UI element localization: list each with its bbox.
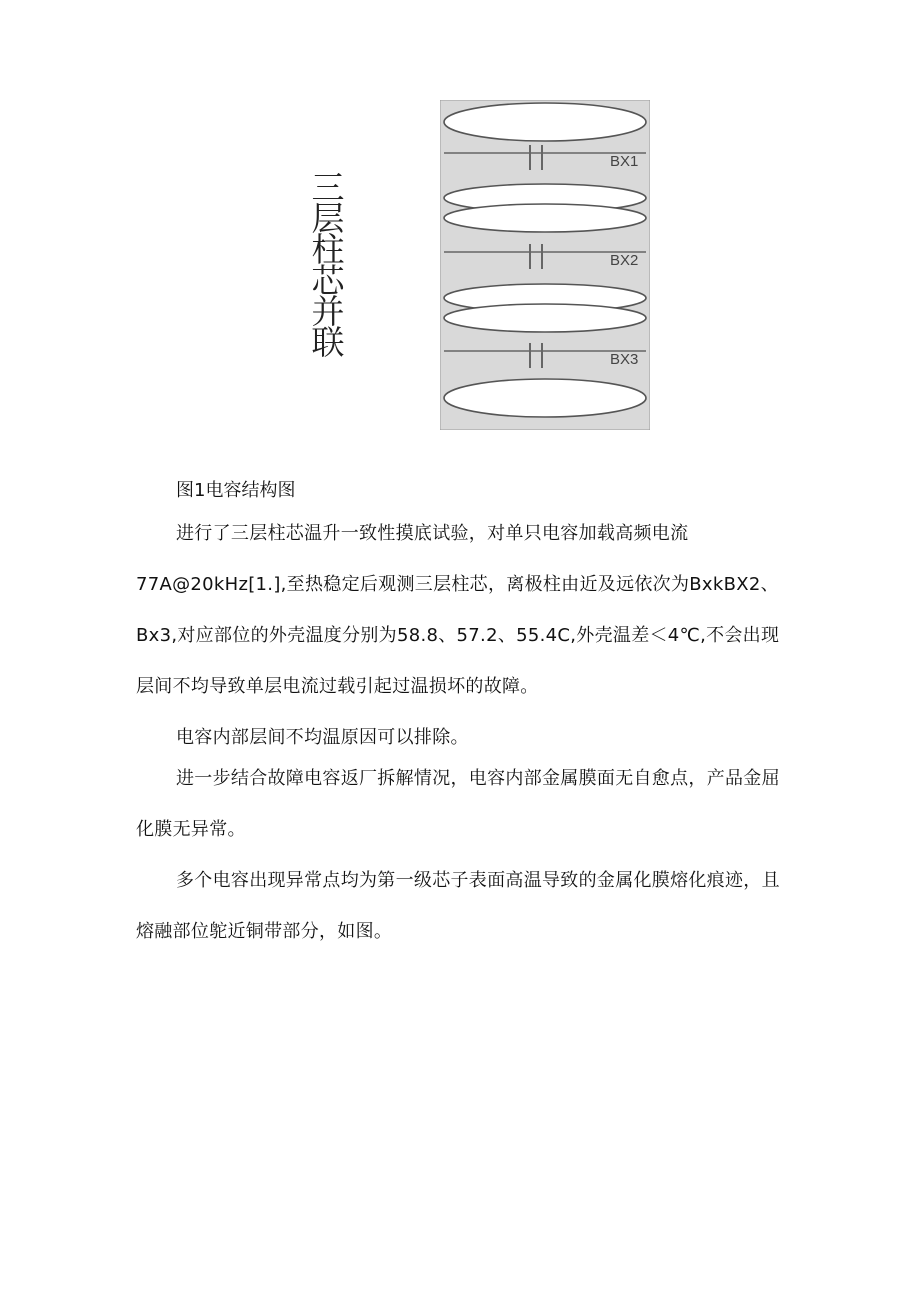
- layer-ellipse-3a: [444, 304, 646, 332]
- paragraph-4: 多个电容出现异常点均为第一级芯子表面高温导致的金属化膜熔化痕迹，且熔融部位鸵近铜带部分，如图。: [136, 870, 780, 942]
- paragraph-2: 电容内部层间不均温原因可以排除。: [176, 727, 469, 748]
- side-label-char: 联: [311, 323, 345, 362]
- side-label-char: 三: [311, 168, 345, 207]
- side-label-char: 并: [311, 292, 345, 331]
- layer-ellipse-2a: [444, 204, 646, 232]
- capacitor-structure-diagram: [440, 100, 650, 430]
- layer-ellipse-bottom: [444, 379, 646, 417]
- figure-caption: 图1电容结构图: [176, 480, 296, 501]
- side-label-char: 芯: [311, 261, 345, 300]
- side-label-char: 柱: [311, 230, 345, 269]
- side-label-char: 层: [311, 199, 345, 238]
- figure-side-label: [308, 168, 348, 362]
- bx3-label: BX3: [610, 351, 639, 368]
- paragraph-3: 进一步结合故障电容返厂拆解情况，电容内部金属膜面无自愈点，产品金屈化膜无异常。: [136, 768, 780, 840]
- bx2-label: BX2: [610, 252, 639, 269]
- bx1-label: BX1: [610, 153, 639, 170]
- layer-ellipse-top: [444, 103, 646, 141]
- paragraph-1: 进行了三层柱芯温升一致性摸底试验，对单只电容加载高频电流77A@20kHz[1.],至热稳定后观测三层柱芯，离极柱由近及远依次为BxkBX2、Bx3,对应部位的外壳温度分别为58.8、57.2、55.4C,外壳温差＜4℃,不会出现层间不均导致单层电流过载引起过温损坏的故障。: [136, 523, 780, 697]
